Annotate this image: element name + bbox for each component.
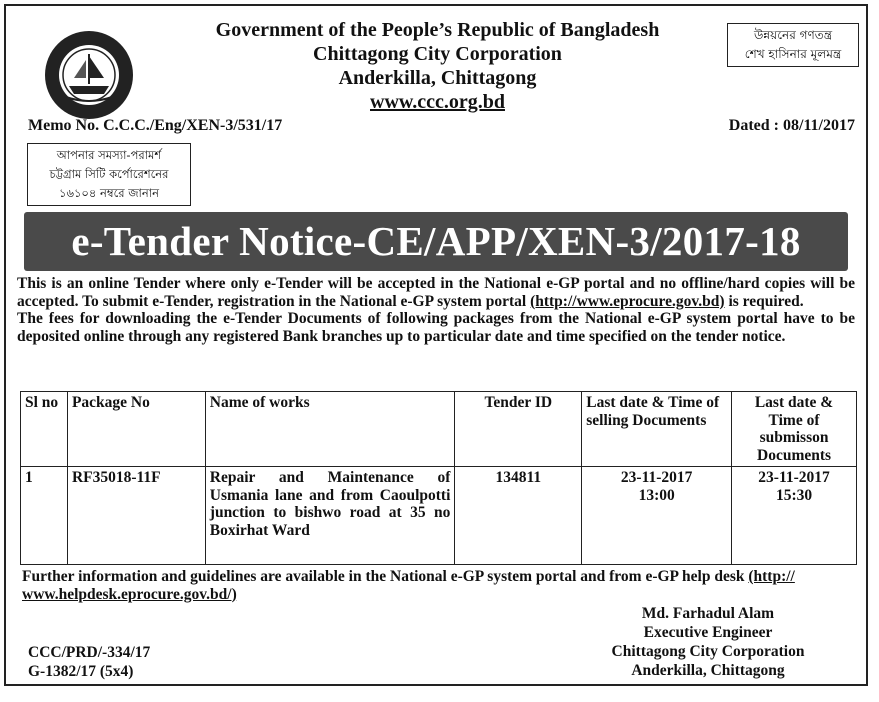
signatory-name: Md. Farhadul Alam bbox=[641, 605, 775, 622]
cell-name-of-works: Repair and Maintenance of Usmania lane and from Caoulpotti junction to bishwo road at 35 no Boxirhat Ward bbox=[205, 467, 455, 565]
submission-time: 15:30 bbox=[775, 486, 813, 504]
reference-numbers bbox=[28, 643, 150, 681]
intro-text bbox=[17, 275, 855, 345]
motto-line-1: উন্নয়নের গণতন্ত্র bbox=[753, 28, 833, 42]
header-block bbox=[150, 18, 725, 114]
signatory-organization: Chittagong City Corporation bbox=[611, 643, 805, 660]
header-name-of-works: Name of works bbox=[205, 392, 455, 467]
ccc-seal-logo bbox=[44, 30, 134, 120]
helpline-box bbox=[27, 143, 191, 206]
header-tender-id: Tender ID bbox=[455, 392, 582, 467]
intro-p1-text: This is an online Tender where only e-Tender will be accepted in the National e-GP portal and no offline/hard copies will be accepted. To submit e-Tender, registration in the National e-GP system portal bbox=[17, 275, 855, 310]
cell-sl: 1 bbox=[21, 467, 68, 565]
header-organization: Chittagong City Corporation bbox=[313, 43, 562, 65]
reference-prd: CCC/PRD/-334/17 bbox=[28, 644, 151, 661]
table-row bbox=[21, 467, 857, 565]
header-government: Government of the People’s Republic of Bangladesh bbox=[215, 19, 660, 41]
submission-date: 23-11-2017 bbox=[758, 469, 830, 486]
memo-number: Memo No. C.C.C./Eng/XEN-3/531/17 bbox=[28, 117, 283, 134]
tender-notice-title: e-Tender Notice-CE/APP/XEN-3/2017-18 bbox=[24, 212, 848, 271]
table-header-row bbox=[21, 392, 857, 467]
cell-selling-datetime bbox=[582, 467, 732, 565]
selling-date: 23-11-2017 bbox=[620, 469, 693, 486]
header-sl-no: Sl no bbox=[21, 392, 68, 467]
cell-package: RF35018-11F bbox=[67, 467, 205, 565]
header-submission-date: Last date & Time of submisson Documents bbox=[732, 392, 857, 467]
header-address: Anderkilla, Chittagong bbox=[338, 67, 537, 89]
header-website-link[interactable]: www.ccc.org.bd bbox=[370, 91, 505, 113]
reference-g: G-1382/17 (5x4) bbox=[28, 663, 134, 680]
motto-box bbox=[727, 23, 859, 67]
intro-p1-end: is required. bbox=[724, 292, 804, 310]
notice-date: Dated : 08/11/2017 bbox=[728, 117, 855, 134]
helpdesk-link[interactable]: (http:// www.helpdesk.eprocure.gov.bd/) bbox=[22, 568, 795, 603]
intro-paragraph-1 bbox=[17, 275, 855, 310]
cell-tender-id: 134811 bbox=[455, 467, 582, 565]
motto-line-2: শেখ হাসিনার মূলমন্ত্র bbox=[744, 47, 842, 61]
further-info bbox=[22, 568, 857, 603]
eprocure-link[interactable]: (http://www.eprocure.gov.bd) bbox=[530, 292, 725, 310]
intro-paragraph-2: The fees for downloading the e-Tender Documents of following packages from the National e-GP system portal have to be deposited online through any registered Bank branches up to particular date and time specified on the tender notice. bbox=[17, 310, 855, 345]
header-selling-date: Last date & Time of selling Documents bbox=[582, 392, 732, 467]
selling-time: 13:00 bbox=[638, 486, 675, 504]
tender-table bbox=[20, 391, 857, 565]
helpline-line-1: আপনার সমস্যা-পরামর্শ bbox=[56, 148, 162, 162]
signature-block bbox=[588, 604, 828, 680]
signatory-place: Anderkilla, Chittagong bbox=[631, 662, 785, 679]
further-info-text: Further information and guidelines are available in the National e-GP system portal and from e-GP help desk bbox=[22, 568, 749, 585]
cell-submission-datetime bbox=[732, 467, 857, 565]
signatory-designation: Executive Engineer bbox=[643, 624, 773, 641]
header-package-no: Package No bbox=[67, 392, 205, 467]
helpline-line-2: চট্টগ্রাম সিটি কর্পোরেশনের bbox=[49, 167, 169, 181]
helpline-line-3: ১৬১০৪ নম্বরে জানান bbox=[59, 186, 159, 200]
